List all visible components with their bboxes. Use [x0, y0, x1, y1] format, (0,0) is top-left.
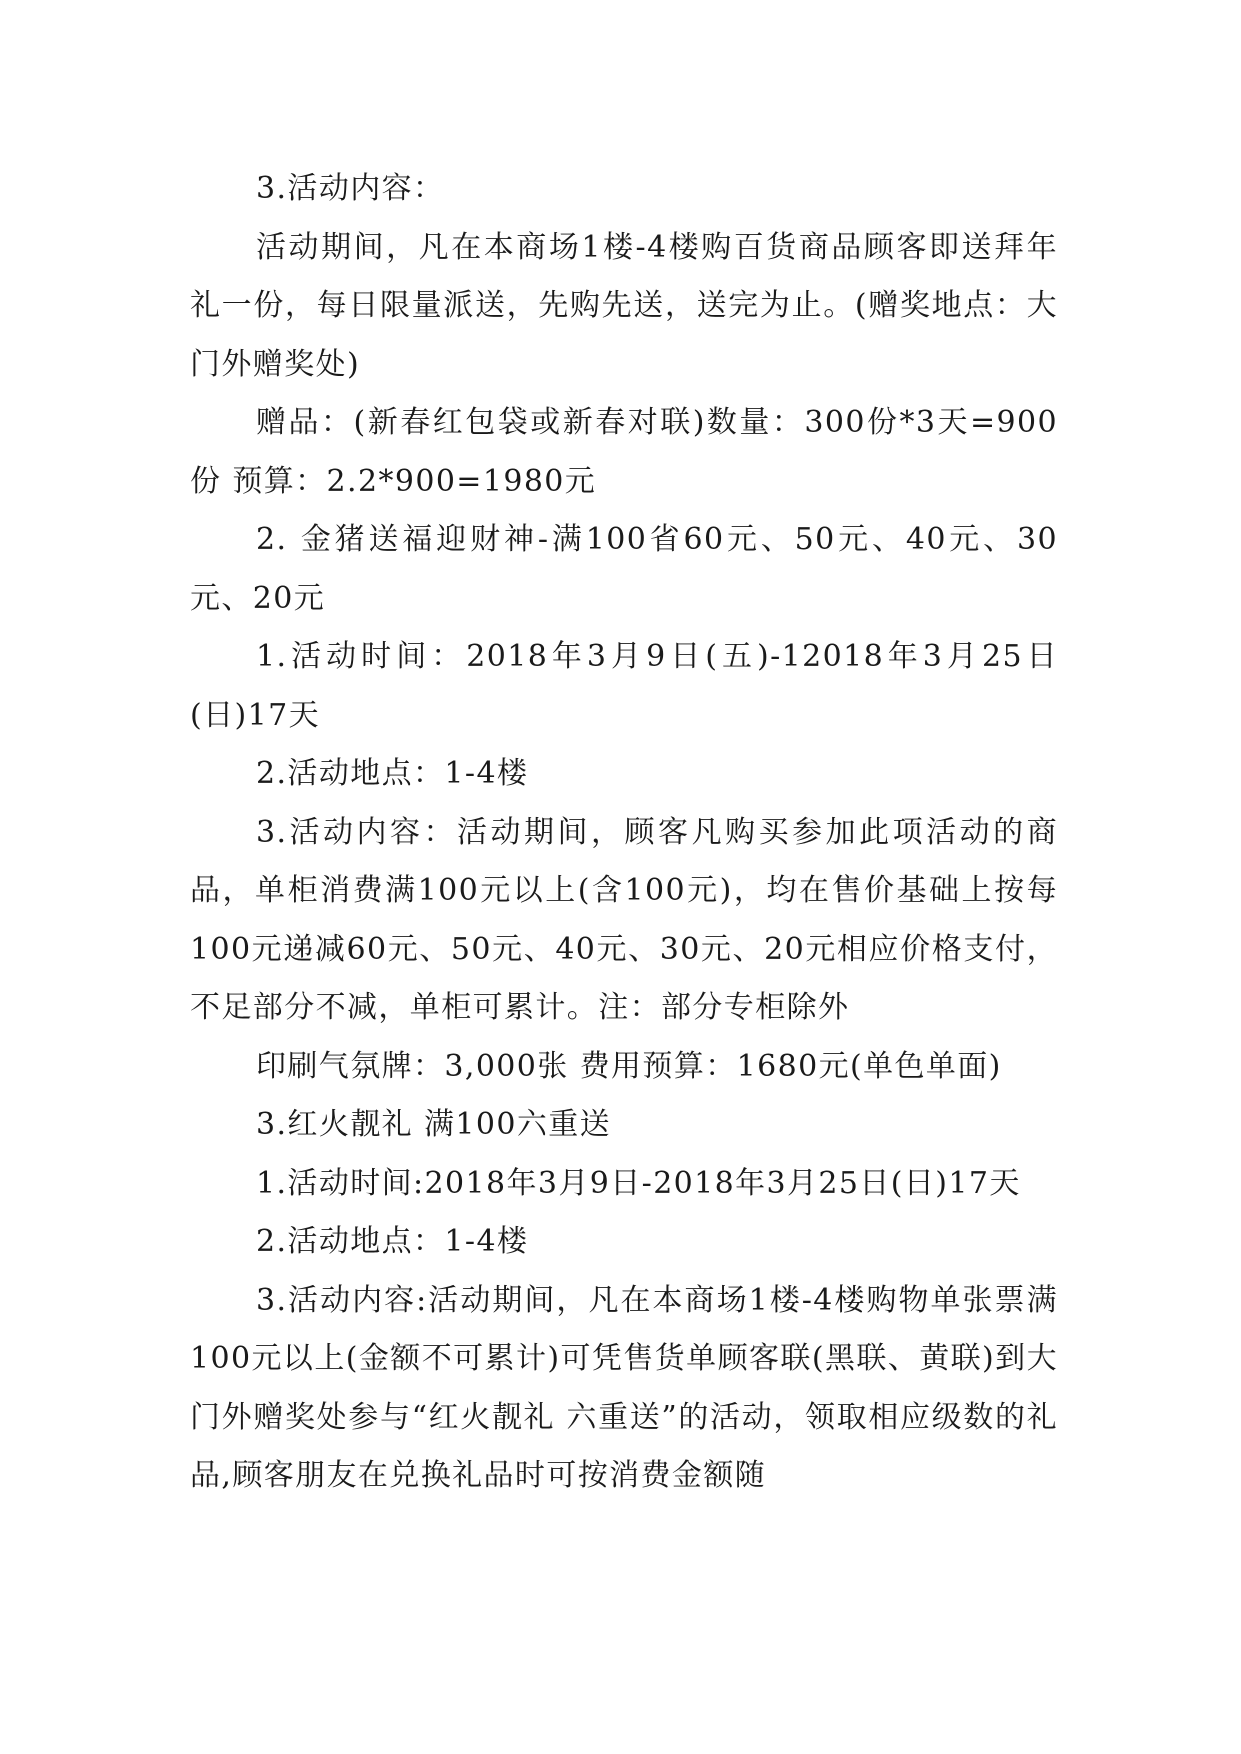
paragraph-golden-pig-title: 2. 金猪送福迎财神-满100省60元、50元、40元、30元、20元 — [190, 522, 1058, 616]
paragraph-six-gifts-time: 1.活动时间:2018年3月9日-2018年3月25日(日)17天 — [256, 1165, 1021, 1201]
document-body — [190, 160, 1058, 1506]
paragraph-activity-content-heading: 3.活动内容： — [256, 171, 445, 206]
paragraph-activity-time: 1.活动时间：2018年3月9日(五)-12018年3月25日(日)17天 — [190, 639, 1058, 733]
paragraph-activity-location: 2.活动地点：1-4楼 — [256, 756, 529, 791]
paragraph-six-gifts-title: 3.红火靓礼 满100六重送 — [256, 1107, 612, 1142]
paragraph-six-gifts-location: 2.活动地点：1-4楼 — [256, 1224, 529, 1259]
paragraph-six-gifts-content: 3.活动内容:活动期间，凡在本商场1楼-4楼购物单张票满100元以上(金额不可累计)可凭售货单顾客联(黑联、黄联)到大门外赠奖处参与“红火靓礼 六重送”的活动，领取相应级数的礼品,顾客朋友在兑换礼品时可按消费金额随 — [190, 1282, 1058, 1493]
paragraph-printing-budget: 印刷气氛牌：3,000张 费用预算：1680元(单色单面) — [256, 1048, 1002, 1084]
paragraph-discount-content: 3.活动内容：活动期间，顾客凡购买参加此项活动的商品，单柜消费满100元以上(含100元)，均在售价基础上按每100元递减60元、50元、40元、30元、20元相应价格支付，不足部分不减，单柜可累计。注：部分专柜除外 — [190, 814, 1058, 1025]
paragraph-new-year-gift: 活动期间，凡在本商场1楼-4楼购百货商品顾客即送拜年礼一份，每日限量派送，先购先送，送完为止。(赠奖地点：大门外赠奖处) — [190, 229, 1058, 382]
paragraph-gift-budget: 赠品：(新春红包袋或新春对联)数量：300份*3天=900份 预算：2.2*900=1980元 — [190, 405, 1058, 499]
